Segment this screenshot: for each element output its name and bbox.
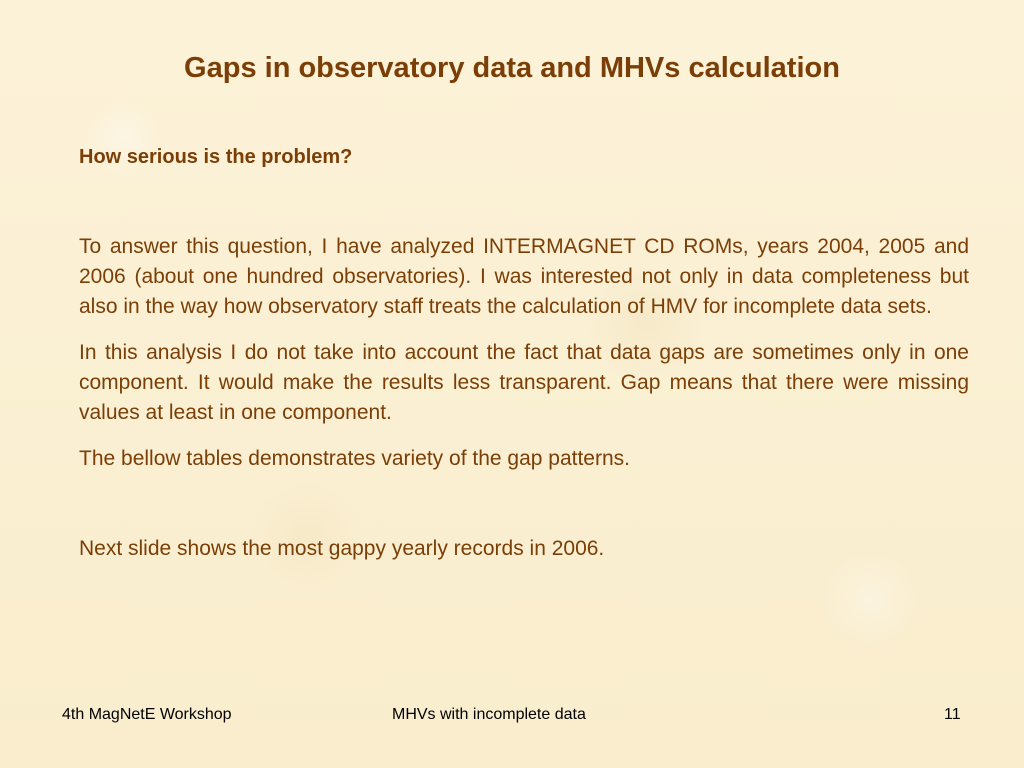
slide-title: Gaps in observatory data and MHVs calculation xyxy=(184,52,840,84)
slide-body xyxy=(79,142,969,564)
paragraph-tables-note: The bellow tables demonstrates variety of the gap patterns. xyxy=(79,447,630,470)
paragraph-gap-definition: In this analysis I do not take into account the fact that data gaps are sometimes only in one component. It would make the results less transparent. Gap means that there were missing values at least in one component. xyxy=(79,341,969,424)
paragraph-next-slide: Next slide shows the most gappy yearly records in 2006. xyxy=(79,537,605,560)
footer-presentation-title: MHVs with incomplete data xyxy=(392,706,586,723)
footer-page-number: 11 xyxy=(944,706,961,723)
slide-subtitle: How serious is the problem? xyxy=(79,146,353,168)
paragraph-analysis-intro: To answer this question, I have analyzed INTERMAGNET CD ROMs, years 2004, 2005 and 2006 (about one hundred observatories). I was interested not only in data completeness but also in the way how observatory staff treats the calculation of HMV for incomplete data sets. xyxy=(79,235,969,318)
footer-workshop-name: 4th MagNetE Workshop xyxy=(62,706,232,723)
